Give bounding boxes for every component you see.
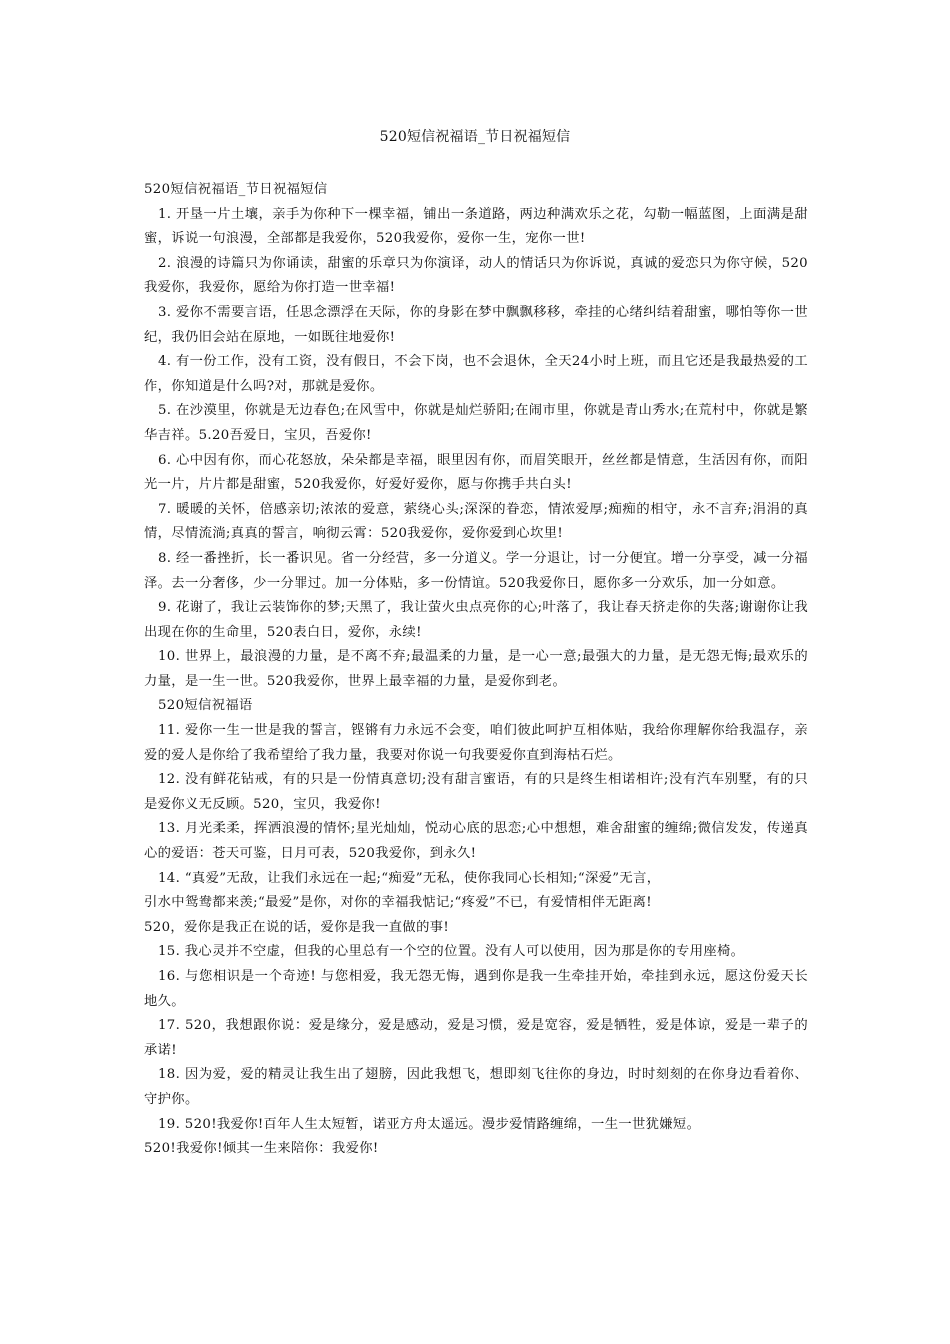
paragraph-14-line-3: 520，爱你是我正在说的话，爱你是我一直做的事! xyxy=(144,919,450,935)
paragraph-15: 15. 我心灵并不空虚，但我的心里总有一个空的位置。没有人可以使用，因为那是你的专用座椅。 xyxy=(158,944,745,960)
paragraph-7: 7. 暖暖的关怀，倍感亲切;浓浓的爱意，萦绕心头;深深的眷恋，情浓爱厚;痴痴的相守，永不言弃;涓涓的真情，尽情流淌;真真的誓言，响彻云霄：520我爱你，爱你爱到心坎里! xyxy=(144,501,808,542)
paragraph-8: 8. 经一番挫折，长一番识见。省一分经营，多一分道义。学一分退让，讨一分便宜。增一分享受，减一分福泽。去一分奢侈，少一分罪过。加一分体贴，多一份情谊。520我爱你日，愿你多一分欢乐，加一分如意。 xyxy=(144,550,808,591)
paragraph-11: 11. 爱你一生一世是我的誓言，铿锵有力永远不会变，咱们彼此呵护互相体贴，我给你理解你给我温存，亲爱的爱人是你给了我希望给了我力量，我要对你说一句我要爱你直到海枯石烂。 xyxy=(144,723,808,763)
document-body xyxy=(144,178,808,1162)
paragraph-19-line-2: 520!我爱你!倾其一生来陪你：我爱你! xyxy=(144,1141,379,1157)
paragraph-12: 12. 没有鲜花钻戒，有的只是一份情真意切;没有甜言蜜语，有的只是终生相诺相许;没有汽车别墅，有的只是爱你义无反顾。520，宝贝，我爱你! xyxy=(144,772,808,812)
document-title: 520短信祝福语_节日祝福短信 xyxy=(379,129,571,145)
paragraph-4: 4. 有一份工作，没有工资，没有假日，不会下岗，也不会退休，全天24小时上班，而且它还是我最热爱的工作，你知道是什么吗?对，那就是爱你。 xyxy=(144,354,808,394)
section-heading: 520短信祝福语 xyxy=(158,698,253,714)
paragraph-10: 10. 世界上，最浪漫的力量，是不离不弃;最温柔的力量，是一心一意;最强大的力量，是无怨无悔;最欢乐的力量，是一生一世。520我爱你，世界上最幸福的力量，是爱你到老。 xyxy=(144,649,808,689)
paragraph-14-line-2: 引水中鸳鸯都来羡;“最爱”是你，对你的幸福我惦记;“疼爱”不已，有爱情相伴无距离! xyxy=(144,895,652,911)
paragraph-5: 5. 在沙漠里，你就是无边春色;在风雪中，你就是灿烂骄阳;在闹市里，你就是青山秀水;在荒村中，你就是繁华吉祥。5.20吾爱日，宝贝，吾爱你! xyxy=(144,403,808,443)
paragraph-2: 2. 浪漫的诗篇只为你诵读，甜蜜的乐章只为你演译，动人的情话只为你诉说，真诚的爱恋只为你守候，520我爱你，我爱你，愿给为你打造一世幸福! xyxy=(144,255,808,296)
paragraph-6: 6. 心中因有你，而心花怒放，朵朵都是幸福，眼里因有你，而眉笑眼开，丝丝都是情意，生活因有你，而阳光一片，片片都是甜蜜，520我爱你，好爱好爱你，愿与你携手共白头! xyxy=(144,452,808,493)
paragraph-13: 13. 月光柔柔，挥洒浪漫的情怀;星光灿灿，悦动心底的思恋;心中想想，难舍甜蜜的缠绵;微信发发，传递真心的爱语：苍天可鉴，日月可表，520我爱你，到永久! xyxy=(144,821,808,862)
paragraph-14: 14. “真爱”无敌，让我们永远在一起;“痴爱”无私，使你我同心长相知;“深爱”无言， xyxy=(158,870,661,886)
paragraph-16: 16. 与您相识是一个奇迹! 与您相爱，我无怨无悔，遇到你是我一生牵挂开始，牵挂到永远，愿这份爱天长地久。 xyxy=(144,969,808,1009)
paragraph-9: 9. 花谢了，我让云装饰你的梦;天黑了，我让萤火虫点亮你的心;叶落了，我让春天挤走你的失落;谢谢你让我出现在你的生命里，520表白日，爱你，永续! xyxy=(144,600,808,640)
paragraph-19: 19. 520!我爱你!百年人生太短暂，诺亚方舟太遥远。漫步爱情路缠绵，一生一世犹嫌短。 xyxy=(158,1116,701,1132)
body-heading: 520短信祝福语_节日祝福短信 xyxy=(144,182,328,197)
paragraph-17: 17. 520，我想跟你说：爱是缘分，爱是感动，爱是习惯，爱是宽容，爱是牺牲，爱是体谅，爱是一辈子的承诺! xyxy=(144,1018,808,1058)
paragraph-1: 1. 开垦一片土壤，亲手为你种下一棵幸福，铺出一条道路，两边种满欢乐之花，勾勒一幅蓝图，上面满是甜蜜，诉说一句浪漫，全部都是我爱你，520我爱你，爱你一生，宠你一世! xyxy=(144,206,808,247)
paragraph-3: 3. 爱你不需要言语，任思念漂浮在天际，你的身影在梦中飘飘移移，牵挂的心绪纠结着甜蜜，哪怕等你一世纪，我仍旧会站在原地，一如既往地爱你! xyxy=(144,304,808,345)
paragraph-18: 18. 因为爱，爱的精灵让我生出了翅膀，因此我想飞，想即刻飞往你的身边，时时刻刻的在你身边看着你、守护你。 xyxy=(144,1067,808,1107)
